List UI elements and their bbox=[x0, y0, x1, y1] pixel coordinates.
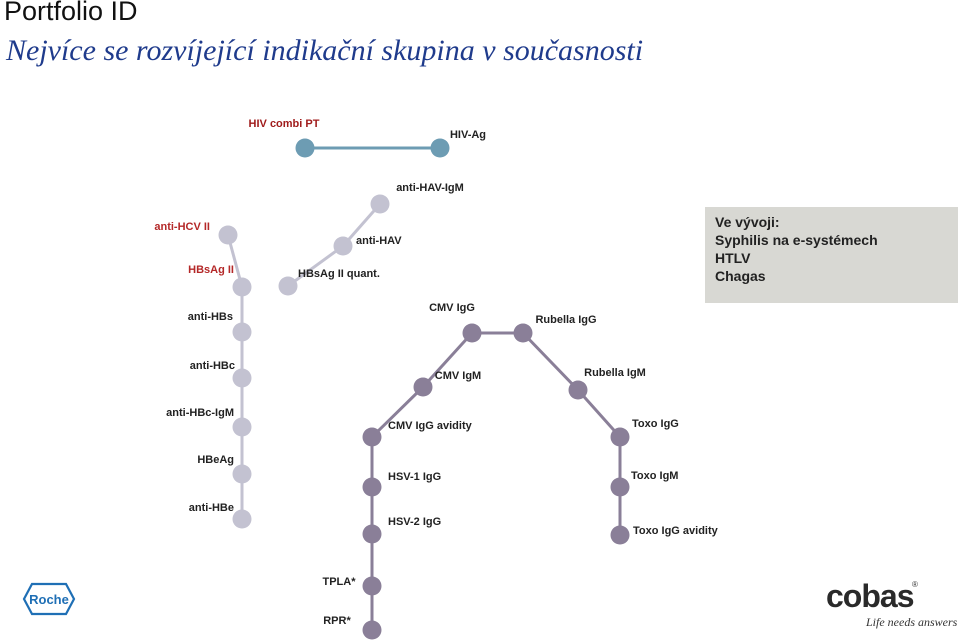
node-hsv2-igg bbox=[363, 525, 382, 544]
node-cmv-igm bbox=[414, 378, 433, 397]
node-label-rubella-igm: Rubella IgM bbox=[584, 367, 646, 379]
development-item: HTLV bbox=[715, 250, 751, 266]
node-hbsag-quant bbox=[279, 277, 298, 296]
node-label-hbsag: HBsAg II bbox=[188, 264, 234, 276]
node-hbsag bbox=[233, 278, 252, 297]
node-label-anti-hbe: anti-HBe bbox=[188, 502, 234, 514]
node-anti-hcv bbox=[219, 226, 238, 245]
node-label-tpla: TPLA* bbox=[322, 576, 356, 588]
node-label-hbsag-quant: HBsAg II quant. bbox=[298, 268, 380, 280]
roche-logo-text: Roche bbox=[29, 592, 69, 607]
node-label-toxo-igg: Toxo IgG bbox=[632, 418, 679, 430]
page-title: Portfolio ID bbox=[4, 0, 138, 26]
development-item: Chagas bbox=[715, 268, 766, 284]
node-toxo-igg bbox=[611, 428, 630, 447]
node-label-hiv-ag: HIV-Ag bbox=[449, 129, 487, 141]
node-label-hbeag: HBeAg bbox=[197, 454, 234, 466]
edge-hbsag_quant-anti_hav bbox=[288, 246, 343, 286]
node-label-toxo-igg-avidity: Toxo IgG avidity bbox=[633, 525, 718, 537]
node-anti-hav bbox=[334, 237, 353, 256]
node-label-anti-hbc: anti-HBc bbox=[189, 360, 235, 372]
node-label-anti-hav-igm: anti-HAV-IgM bbox=[396, 182, 464, 194]
node-label-hsv1-igg: HSV-1 IgG bbox=[388, 471, 442, 483]
node-label-toxo-igm: Toxo IgM bbox=[631, 470, 679, 482]
node-label-rubella-igg: Rubella IgG bbox=[535, 314, 597, 326]
node-label-hiv-combi: HIV combi PT bbox=[248, 118, 320, 130]
diagram-nodes bbox=[219, 139, 630, 640]
edge-rubella_igg-rubella_igm bbox=[523, 333, 578, 390]
development-box bbox=[705, 207, 958, 303]
development-heading: Ve vývoji: bbox=[715, 214, 780, 230]
node-tpla bbox=[363, 577, 382, 596]
node-anti-hbs bbox=[233, 323, 252, 342]
node-hiv-combi bbox=[296, 139, 315, 158]
node-label-cmv-igg: CMV IgG bbox=[429, 302, 475, 314]
node-label-cmv-igg-avidity: CMV IgG avidity bbox=[388, 420, 472, 432]
page-subtitle: Nejvíce se rozvíjející indikační skupina v současnosti bbox=[6, 34, 644, 67]
node-toxo-igm bbox=[611, 478, 630, 497]
node-label-hsv2-igg: HSV-2 IgG bbox=[388, 516, 442, 528]
roche-hexagon-icon bbox=[22, 582, 76, 616]
node-anti-hbe bbox=[233, 510, 252, 529]
development-item: Syphilis na e-systémech bbox=[715, 232, 878, 248]
node-hiv-ag bbox=[431, 139, 450, 158]
cobas-tagline: Life needs answers bbox=[866, 615, 958, 629]
node-anti-hbc-igm bbox=[233, 418, 252, 437]
node-label-anti-hav: anti-HAV bbox=[356, 235, 402, 247]
node-anti-hav-igm bbox=[371, 195, 390, 214]
node-label-rpr: RPR* bbox=[323, 615, 351, 627]
cobas-logo bbox=[826, 578, 956, 638]
node-cmv-igg bbox=[463, 324, 482, 343]
node-rubella-igg bbox=[514, 324, 533, 343]
node-hsv1-igg bbox=[363, 478, 382, 497]
node-label-anti-hbc-igm: anti-HBc-IgM bbox=[166, 407, 234, 419]
node-rubella-igm bbox=[569, 381, 588, 400]
node-anti-hbc bbox=[233, 369, 252, 388]
node-label-cmv-igm: CMV IgM bbox=[434, 370, 482, 382]
node-hbeag bbox=[233, 465, 252, 484]
cobas-registered-mark: ® bbox=[912, 580, 918, 589]
roche-logo bbox=[22, 582, 76, 621]
node-label-anti-hbs: anti-HBs bbox=[187, 311, 233, 323]
cobas-wordmark: cobas bbox=[826, 578, 914, 614]
node-cmv-igg-avidity bbox=[363, 428, 382, 447]
node-rpr bbox=[363, 621, 382, 640]
node-toxo-igg-avidity bbox=[611, 526, 630, 545]
node-label-anti-hcv: anti-HCV II bbox=[154, 221, 210, 233]
